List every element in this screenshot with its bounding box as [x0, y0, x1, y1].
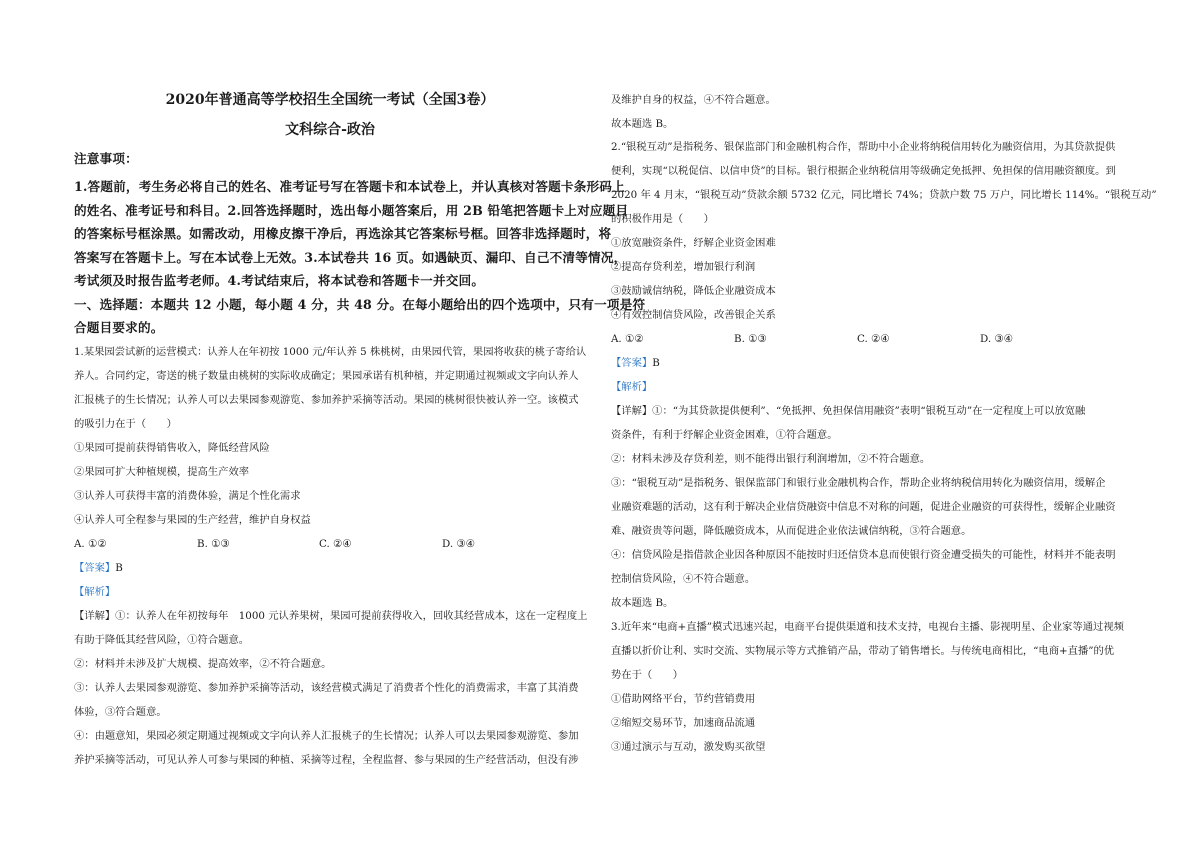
detail-line: 养护采摘等活动，可见认养人可参与果园的种植、采摘等过程，全程监督、参与果园的生产经营活动，但没有涉	[74, 754, 579, 766]
section-heading: 合题目要求的。	[74, 320, 164, 335]
answer-value: B	[115, 562, 123, 574]
answer-value: B	[652, 357, 660, 369]
detail-line: 体验，③符合题意。	[74, 706, 167, 718]
choice-item: ①果园可提前获得销售收入，降低经营风险	[74, 442, 270, 454]
question-stem-line: 2020 年 4 月末，“银税互动”贷款余额 5732 亿元，同比增长 74%；贷款户数 75 万户，同比增长 114%。“银税互动”	[611, 189, 1157, 201]
answer-line	[611, 356, 660, 370]
choice-item: ③认养人可获得丰富的消费体验，满足个性化需求	[74, 490, 301, 502]
question-stem-line: 2.“银税互动”是指税务、银保监部门和金融机构合作，帮助中小企业将纳税信用转化为融资信用，为其贷款提供	[611, 141, 1116, 153]
detail-line: 故本题选 B。	[611, 597, 674, 609]
question-stem-line: 的积极作用是（ ）	[611, 213, 714, 225]
choice-item: ④认养人可全程参与果园的生产经营，维护自身权益	[74, 514, 311, 526]
question-stem-line: 1.某果园尝试新的运营模式：认养人在年初按 1000 元/年认养 5 株桃树，由果园代管，果园将收获的桃子寄给认	[74, 346, 587, 358]
notice-line: 1.答题前，考生务必将自己的姓名、准考证号写在答题卡和本试卷上，并认真核对答题卡条形码上	[74, 179, 625, 194]
notice-line: 考试须及时报告监考老师。4.考试结束后，将本试卷和答题卡一并交回。	[74, 273, 485, 288]
choice-item: ②缩短交易环节，加速商品流通	[611, 717, 756, 729]
question-stem-line: 的吸引力在于（ ）	[74, 418, 177, 430]
detail-line: 控制信贷风险，④不符合题意。	[611, 573, 756, 585]
option-a: A. ①②	[74, 538, 107, 550]
detail-line: ②：材料未涉及存贷利差，则不能得出银行利润增加，②不符合题意。	[611, 453, 931, 465]
option-a: A. ①②	[611, 333, 644, 345]
notice-line: 的姓名、准考证号和科目。2.回答选择题时，选出每小题答案后，用 2B 铅笔把答题卡上对应题目	[74, 203, 629, 218]
detail-line: ④：由题意知，果园必须定期通过视频或文字向认养人汇报桃子的生长情况；认养人可以去果园参观游览、参加	[74, 730, 579, 742]
exam-title: 2020年普通高等学校招生全国统一考试（全国3卷）	[165, 92, 495, 108]
detail-line: 资条件，有利于纾解企业资金困难，①符合题意。	[611, 429, 838, 441]
option-d: D. ③④	[442, 538, 475, 550]
detail-line: ②：材料并未涉及扩大规模、提高效率，②不符合题意。	[74, 658, 332, 670]
notice-line: 答案写在答题卡上。写在本试卷上无效。3.本试卷共 16 页。如遇缺页、漏印、自己不清等情况，	[74, 250, 627, 265]
option-b: B. ①③	[197, 538, 230, 550]
option-b: B. ①③	[734, 333, 767, 345]
option-c: C. ②④	[319, 538, 352, 550]
section-heading: 一、选择题：本题共 12 小题，每小题 4 分，共 48 分。在每小题给出的四个选项中，只有一项是符	[74, 297, 646, 312]
analysis-tag: 【解析】	[611, 381, 653, 393]
detail-line: 故本题选 B。	[611, 118, 674, 130]
detail-line: 【详解】①：认养人在年初按每年 1000 元认养果树，果园可提前获得收入，回收其经营成本，这在一定程度上	[74, 610, 588, 622]
detail-line: ④：信贷风险是指借款企业因各种原因不能按时归还信贷本息而使银行资金遭受损失的可能性，材料并不能表明	[611, 549, 1116, 561]
notice-line: 的答案标号框涂黑。如需改动，用橡皮擦干净后，再选涂其它答案标号框。回答非选择题时，将	[74, 226, 612, 241]
choice-item: ③通过演示与互动，激发购买欲望	[611, 741, 766, 753]
detail-line: 有助于降低其经营风险，①符合题意。	[74, 634, 250, 646]
option-c: C. ②④	[857, 333, 890, 345]
choice-item: ①放宽融资条件，纾解企业资金困难	[611, 237, 776, 249]
choice-item: ①借助网络平台，节约营销费用	[611, 693, 756, 705]
detail-line: ③：“银税互动”是指税务、银保监部门和银行业金融机构合作，帮助企业将纳税信用转化为融资信用，缓解企	[611, 477, 1106, 489]
detail-line: 业融资难题的活动，这有利于解决企业信贷融资中信息不对称的问题，促进企业融资的可获得性，缓解企业融资	[611, 501, 1116, 513]
detail-line: 【详解】①：“为其贷款提供便利”、“免抵押、免担保信用融资”表明“银税互动”在一定程度上可以放宽融	[611, 405, 1086, 417]
question-stem-line: 养人。合同约定，寄送的桃子数量由桃树的实际收成确定；果园承诺有机种植，并定期通过视频或文字向认养人	[74, 370, 579, 382]
notice-heading: 注意事项：	[74, 151, 138, 166]
choice-item: ②提高存贷利差，增加银行利润	[611, 261, 756, 273]
answer-line	[74, 561, 123, 575]
choice-item: ③鼓励诚信纳税，降低企业融资成本	[611, 285, 776, 297]
analysis-tag: 【解析】	[74, 586, 116, 598]
question-stem-line: 直播以折价让利、实时交流、实物展示等方式推销产品，带动了销售增长。与传统电商相比，“电商+直播”的优	[611, 645, 1115, 657]
question-stem-line: 3.近年来“电商+直播”模式迅速兴起，电商平台提供渠道和技术支持，电视台主播、影视明星、企业家等通过视频	[611, 621, 1124, 633]
question-stem-line: 汇报桃子的生长情况；认养人可以去果园参观游览、参加养护采摘等活动。果园的桃树很快被认养一空。该模式	[74, 394, 579, 406]
choice-item: ④有效控制信贷风险，改善银企关系	[611, 309, 776, 321]
option-d: D. ③④	[980, 333, 1013, 345]
answer-tag: 【答案】	[611, 357, 653, 369]
question-stem-line: 势在于（ ）	[611, 669, 684, 681]
answer-tag: 【答案】	[74, 562, 116, 574]
detail-line: 及维护自身的权益，④不符合题意。	[611, 94, 776, 106]
choice-item: ②果园可扩大种植规模，提高生产效率	[74, 466, 250, 478]
detail-line: ③：认养人去果园参观游览、参加养护采摘等活动，该经营模式满足了消费者个性化的消费需求，丰富了其消费	[74, 682, 579, 694]
detail-line: 难、融资贵等问题，降低融资成本，从而促进企业依法诚信纳税，③符合题意。	[611, 525, 972, 537]
question-stem-line: 便利，实现“以税促信、以信申贷”的目标。银行根据企业纳税信用等级确定免抵押、免担保的信用融资额度。到	[611, 165, 1116, 177]
exam-subtitle: 文科综合-政治	[285, 122, 375, 138]
